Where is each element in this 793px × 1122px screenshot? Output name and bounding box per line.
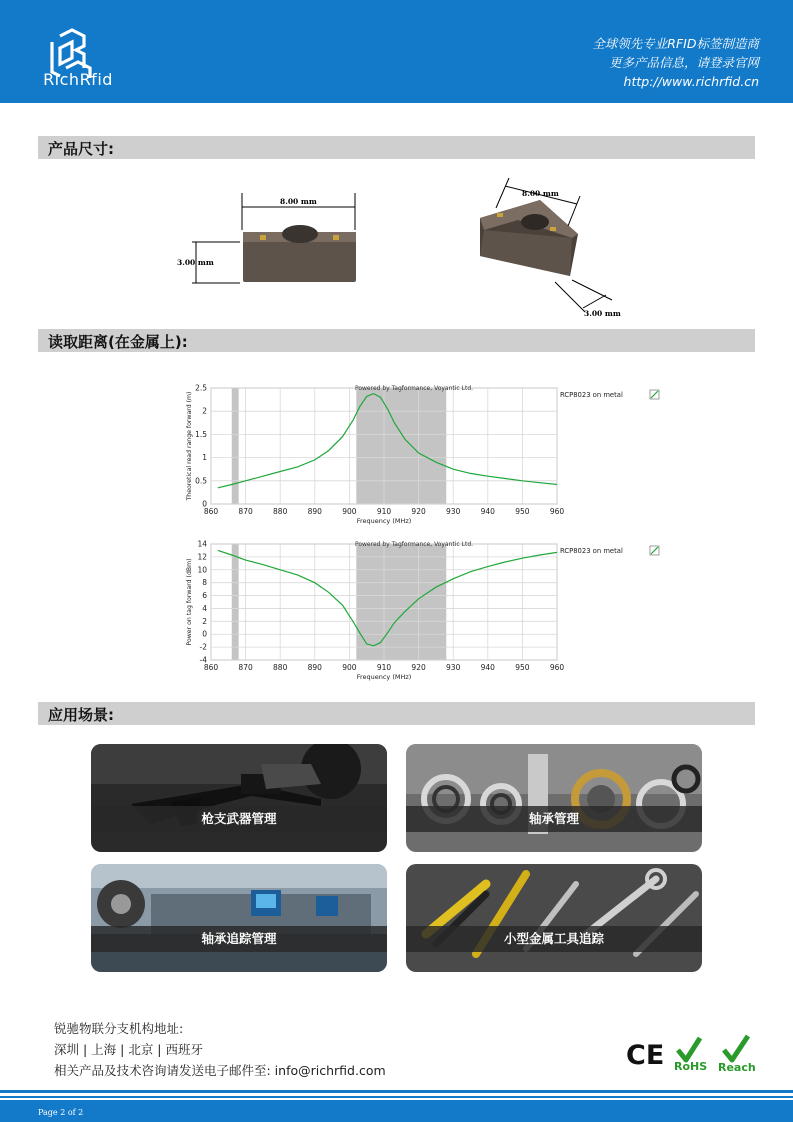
x-tick-label: 960 bbox=[549, 507, 565, 516]
y-tick-label: 2.5 bbox=[195, 383, 207, 393]
section-applications-title: 应用场景: bbox=[48, 706, 114, 724]
y-tick-label: 8 bbox=[202, 578, 207, 588]
rohs-check-icon bbox=[678, 1038, 700, 1060]
chart-title: Powered by Tagformance, Voyantic Ltd. bbox=[354, 541, 474, 548]
website-link[interactable]: http://www.richrfid.cn bbox=[623, 74, 759, 89]
legend-label: RCP8023 on metal bbox=[560, 547, 623, 555]
app-card-bearings bbox=[406, 744, 702, 852]
x-tick-label: 860 bbox=[203, 663, 219, 672]
y-tick-label: 6 bbox=[202, 591, 207, 601]
persp-depth-label: 3.00 mm bbox=[584, 309, 621, 318]
y-tick-label: 2 bbox=[202, 406, 207, 416]
page-number: Page 2 of 2 bbox=[38, 1108, 84, 1117]
y-tick-label: 1.5 bbox=[195, 429, 207, 439]
shaded-band bbox=[232, 388, 239, 504]
x-tick-label: 880 bbox=[273, 507, 288, 516]
legend-label: RCP8023 on metal bbox=[560, 391, 623, 399]
x-tick-label: 920 bbox=[411, 663, 426, 672]
app-card-firearms bbox=[91, 744, 387, 852]
logo-text: RichRfid bbox=[43, 70, 113, 89]
app-label-bearings: 轴承管理 bbox=[406, 806, 702, 832]
x-tick-label: 870 bbox=[238, 507, 253, 516]
y-tick-label: 14 bbox=[197, 539, 207, 549]
x-tick-label: 920 bbox=[411, 507, 426, 516]
footer-stripes bbox=[0, 1090, 793, 1122]
tools-image bbox=[406, 864, 702, 972]
y-tick-label: 12 bbox=[197, 552, 207, 562]
x-tick-label: 950 bbox=[515, 507, 530, 516]
app-card-tools bbox=[406, 864, 702, 972]
section-read-range-title: 读取距离(在金属上): bbox=[48, 333, 188, 351]
app-label-firearms: 枪支武器管理 bbox=[91, 806, 387, 832]
x-tick-label: 880 bbox=[273, 663, 288, 672]
y-tick-label: 0 bbox=[202, 629, 207, 639]
y-axis-label: Theoretical read range forward (m) bbox=[186, 391, 193, 501]
y-axis-label: Power on tag forward (dBm) bbox=[186, 558, 193, 646]
y-tick-label: 1 bbox=[202, 453, 207, 463]
tag-front-view bbox=[243, 225, 356, 282]
y-tick-label: 0 bbox=[202, 499, 207, 509]
slogan-line-2: 更多产品信息，请登录官网 bbox=[608, 55, 759, 70]
firearm-image bbox=[91, 744, 387, 852]
x-tick-label: 940 bbox=[480, 507, 495, 516]
section-read-range-bar bbox=[38, 329, 755, 352]
x-tick-label: 950 bbox=[515, 663, 530, 672]
x-tick-label: 900 bbox=[342, 663, 357, 672]
front-height-label: 3.00 mm bbox=[177, 258, 214, 267]
y-tick-label: 4 bbox=[202, 603, 207, 613]
footer-branch-heading: 锐驰物联分支机构地址: bbox=[54, 1021, 184, 1036]
shaded-band bbox=[232, 544, 239, 660]
x-tick-label: 930 bbox=[446, 507, 461, 516]
chart-title: Powered by Tagformance, Voyantic Ltd. bbox=[354, 385, 474, 392]
app-label-factory: 轴承追踪管理 bbox=[91, 926, 387, 952]
shaded-band bbox=[356, 544, 446, 660]
bearing-image bbox=[406, 744, 702, 852]
y-tick-label: 0.5 bbox=[195, 476, 207, 486]
y-tick-label: 10 bbox=[197, 565, 207, 575]
certification-logos bbox=[624, 1032, 764, 1076]
x-tick-label: 900 bbox=[342, 507, 357, 516]
footer-email[interactable]: 相关产品及技术咨询请发送电子邮件至: info@richrfid.com bbox=[54, 1063, 386, 1078]
persp-width-label: 8.00 mm bbox=[522, 189, 559, 198]
y-tick-label: -4 bbox=[199, 655, 207, 665]
footer-branch-cities: 深圳 | 上海 | 北京 | 西班牙 bbox=[54, 1042, 203, 1057]
read-range-chart bbox=[180, 380, 670, 530]
reach-check-icon bbox=[724, 1036, 748, 1060]
x-tick-label: 930 bbox=[446, 663, 461, 672]
footer-contact bbox=[54, 1018, 386, 1081]
x-tick-label: 870 bbox=[238, 663, 253, 672]
front-width-label: 8.00 mm bbox=[280, 197, 317, 206]
shaded-band bbox=[356, 388, 446, 504]
factory-image bbox=[91, 864, 387, 972]
slogan-line-1: 全球领先专业RFID标签制造商 bbox=[592, 36, 759, 51]
y-tick-label: 2 bbox=[202, 616, 207, 626]
app-label-tools: 小型金属工具追踪 bbox=[406, 926, 702, 952]
app-card-factory bbox=[91, 864, 387, 972]
x-tick-label: 910 bbox=[376, 663, 392, 672]
rohs-label: RoHS bbox=[674, 1060, 708, 1073]
y-tick-label: -2 bbox=[199, 642, 207, 652]
x-tick-label: 940 bbox=[480, 663, 495, 672]
power-on-tag-chart bbox=[180, 536, 670, 688]
reach-label: Reach bbox=[718, 1061, 756, 1074]
x-tick-label: 890 bbox=[307, 507, 322, 516]
x-axis-label: Frequency (MHz) bbox=[356, 673, 412, 681]
x-tick-label: 960 bbox=[549, 663, 565, 672]
x-tick-label: 860 bbox=[203, 507, 219, 516]
tag-perspective-view bbox=[480, 200, 578, 276]
x-tick-label: 910 bbox=[376, 507, 392, 516]
dimension-drawings bbox=[0, 0, 793, 330]
x-tick-label: 890 bbox=[307, 663, 322, 672]
section-applications-bar bbox=[38, 702, 755, 725]
ce-mark-icon: CE bbox=[626, 1040, 665, 1071]
section-size-title: 产品尺寸: bbox=[48, 140, 114, 158]
x-axis-label: Frequency (MHz) bbox=[356, 517, 412, 525]
